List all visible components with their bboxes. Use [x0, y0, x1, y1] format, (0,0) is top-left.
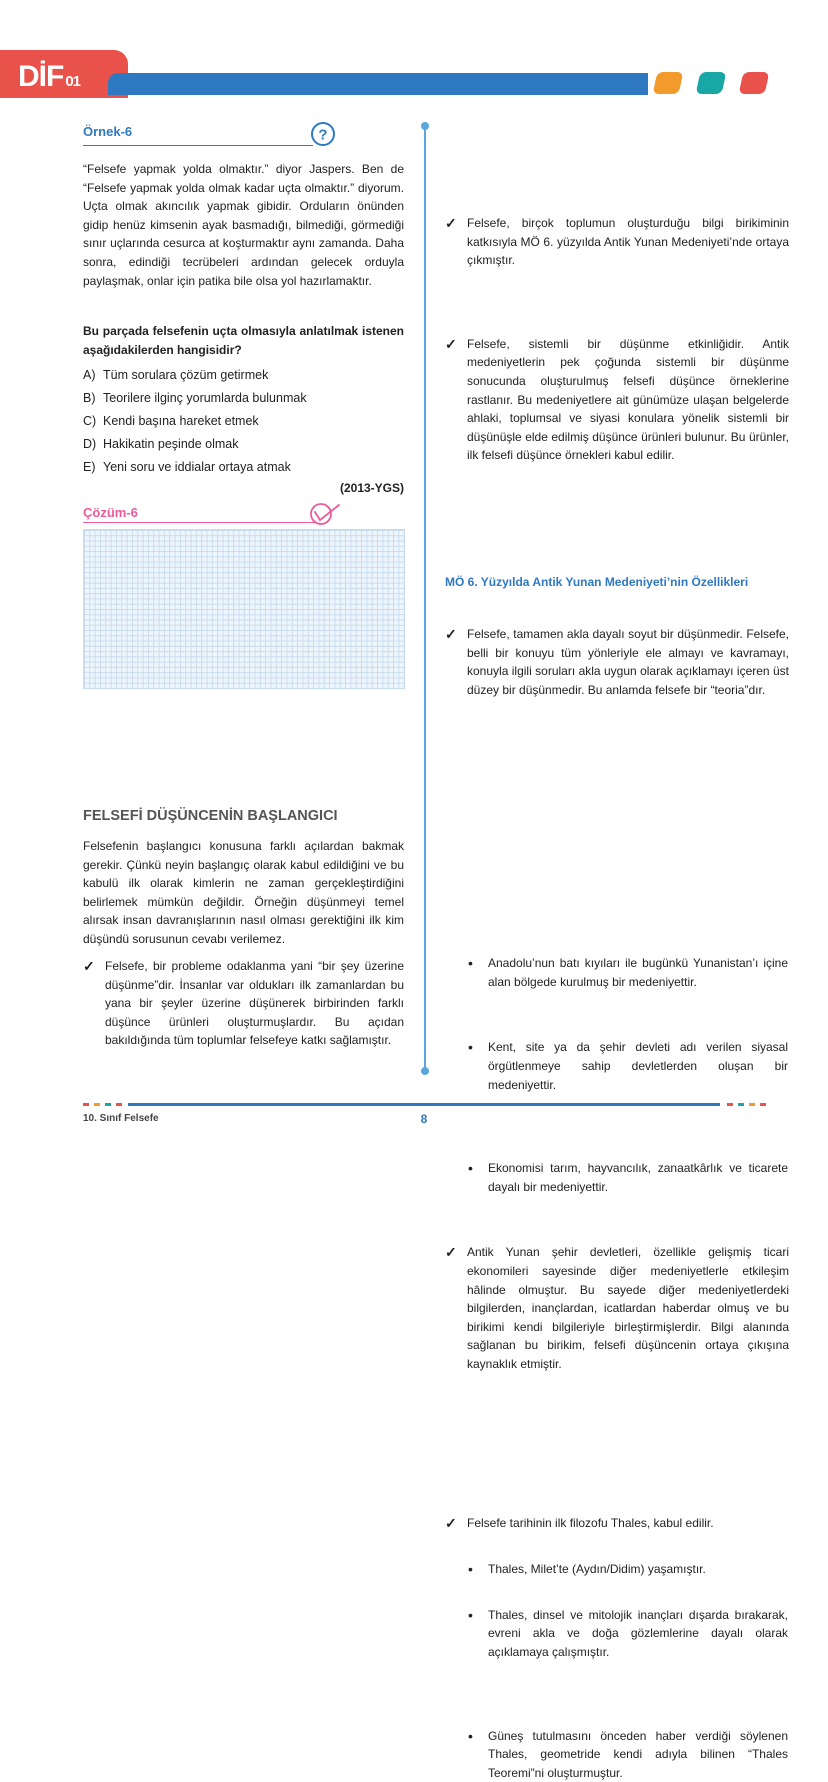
- example-title-rule: [83, 145, 313, 146]
- bullet-icon: •: [468, 1606, 473, 1623]
- check-item: ✓ Felsefe, birçok toplumun oluşturduğu bilgi birikiminin katkısıyla MÖ 6. yüzyılda Antik Yunan Medeniyeti’nde ortaya çıkmıştır.: [445, 214, 789, 268]
- check-item: ✓ Antik Yunan şehir devletleri, özellikle gelişmiş ticari ekonomileri sayesinde diğer medeniyetlerle etkileşim hâlinde olmuştur. Bu sayede diğer medeniyetlerdeki bilgilerden, inançlardan, icatlardan haberdar olmuş ve bu birikimi kendi bilgileriyle birleştirmişlerdir. Bilgi alanında sağlanan bu birikim, felsefi düşüncenin ortaya çıkışına kaynaklık etmiştir.: [445, 1244, 789, 1371]
- option-d[interactable]: D) Hakikatin peşinde olmak: [83, 437, 239, 451]
- svg-text:?: ?: [318, 126, 328, 144]
- example-question: Bu parçada felsefenin uçta olmasıyla anlatılmak istenen aşağıdakilerden hangisidir?: [83, 324, 404, 357]
- bullet-item: • Anadolu’nun batı kıyıları ile bugünkü Yunanistan’ı içine alan bölgede kurulmuş bir medeniyettir.: [468, 955, 788, 989]
- teal-tab-decoration: [696, 72, 727, 94]
- dif-logo: DİF 01: [18, 60, 81, 93]
- option-c[interactable]: C) Kendi başına hareket etmek: [83, 414, 259, 428]
- check-item: ✓ Felsefe, bir probleme odaklanma yani “bir şey üzerine düşünme”dir. İnsanlar var oldukları ilk zamanlardan bu yana bir şeyler üzerine düşünerek birbirinden farklı düşünce ürünleri oluşturmuşlardır. Bu açıdan bakıldığında tüm toplumlar felsefeye katkı sağlamıştır.: [83, 958, 404, 1048]
- page-number: 8: [420, 1112, 428, 1126]
- greek-subheading: MÖ 6. Yüzyılda Antik Yunan Medeniyeti’nin Özellikleri: [445, 575, 749, 589]
- option-a[interactable]: A) Tüm sorulara çözüm getirmek: [83, 368, 269, 382]
- solution-title-rule: [83, 522, 315, 523]
- checkmark-icon: ✓: [445, 335, 457, 352]
- solution-grid-area[interactable]: [83, 529, 405, 689]
- checkmark-icon: ✓: [445, 1244, 457, 1261]
- footer-dash: [83, 1103, 89, 1106]
- footer-book-title: 10. Sınıf Felsefe: [83, 1113, 159, 1124]
- checkmark-icon: ✓: [83, 958, 95, 974]
- bullet-icon: •: [468, 1727, 473, 1744]
- column-divider: [424, 126, 426, 1072]
- check-item: ✓ Felsefe, sistemli bir düşünme etkinliğidir. Antik medeniyetlerin pek çoğunda sistemli bir düşünme sonucunda oluşturulmuş felsefi düşünce örneklerine rastlanır. Bu medeniyetlere ait günümüze ulaşan belgelerde ahlaki, toplumsal ve siyasi konulara yönelik sistemli bir düşünüşle elde edilmiş düşünce ürünleri bulunur. Bu ürünler, ilk felsefi düşünce örnekleri kabul edilir.: [445, 335, 789, 463]
- bullet-icon: •: [468, 1160, 473, 1177]
- example-paragraph: “Felsefe yapmak yolda olmaktır.” diyor Jaspers. Ben de “Felsefe yapmak yolda olmak kadar uçta olmaktır.” diyorum. Uçta olmak akıncılık yapmak gibidir. Orduların önünden gidip henüz kimsenin ayak basmadığı, bilmediği, görmediği sınır uçlarında cesurca at koşturmaktır aynı zamanda. Daha sonra, edindiği tecrübeleri ardından gelecek orduyla paylaşmak, onlar için patika bile olsa yol hazırlamaktır.: [83, 162, 404, 288]
- checkmark-icon: ✓: [445, 214, 457, 231]
- red-tab-decoration: [739, 72, 770, 94]
- bullet-item: • Güneş tutulmasını önceden haber verdiği söylenen Thales, geometride kendi adıyla bilinen “Thales Teoremi”ni oluşturmuştur.: [468, 1727, 788, 1780]
- footer-dash: [727, 1103, 733, 1106]
- option-e[interactable]: E) Yeni soru ve iddialar ortaya atmak: [83, 460, 291, 474]
- bullet-icon: •: [468, 1561, 473, 1578]
- check-item: ✓ Felsefe, tamamen akla dayalı soyut bir düşünmedir. Felsefe, belli bir konuyu tüm yönleriyle ele almayı ve kavramayı, konuyla ilgili soruları akla uygun olarak açıklamayı içeren üst düzey bir düşünmedir. Bu anlamda felsefe bir “teoria”dır.: [445, 625, 789, 697]
- footer-dash: [105, 1103, 111, 1106]
- bullet-item: • Thales, dinsel ve mitolojik inançları dışarda bırakarak, evreni akla ve doğa gözlemlerine dayalı olarak açıklamaya çalışmıştır.: [468, 1606, 788, 1659]
- divider-top-dot: [421, 122, 429, 130]
- footer-dash: [738, 1103, 744, 1106]
- header-blue-bar: [108, 73, 648, 95]
- answer-options: [83, 364, 404, 479]
- footer-dash: [94, 1103, 100, 1106]
- footer-dash: [749, 1103, 755, 1106]
- checkmark-circle-icon: [309, 501, 345, 527]
- example-title: Örnek-6: [83, 124, 133, 139]
- question-icon: [310, 121, 336, 147]
- divider-bottom-dot: [421, 1067, 429, 1075]
- check-item: ✓ Felsefe tarihinin ilk filozofu Thales, kabul edilir.: [445, 1514, 714, 1531]
- solution-title: Çözüm-6: [83, 505, 138, 520]
- footer-dash: [760, 1103, 766, 1106]
- checkmark-icon: ✓: [445, 1514, 457, 1531]
- bullet-item: • Thales, Milet’te (Aydın/Didim) yaşamıştır.: [468, 1561, 706, 1578]
- orange-tab-decoration: [653, 72, 684, 94]
- section-heading: FELSEFİ DÜŞÜNCENİN BAŞLANGICI: [83, 808, 338, 824]
- bullet-icon: •: [468, 955, 473, 972]
- bullet-item: • Ekonomisi tarım, hayvancılık, zanaatkârlık ve ticarete dayalı bir medeniyettir.: [468, 1160, 788, 1194]
- source-label: (2013-YGS): [339, 481, 404, 495]
- checkmark-icon: ✓: [445, 625, 457, 642]
- footer-dash: [116, 1103, 122, 1106]
- bullet-item: • Kent, site ya da şehir devleti adı verilen siyasal örgütlenmeye sahip devletlerden oluşan bir medeniyettir.: [468, 1039, 788, 1092]
- option-b[interactable]: B) Teorilere ilginç yorumlarda bulunmak: [83, 391, 307, 405]
- section-paragraph: Felsefenin başlangıcı konusuna farklı açılardan bakmak gerekir. Çünkü neyin başlangıç olarak kabul edildiğini ve bu kabulü ilk olarak kimlerin ne zaman gerçekleştirdiğini belirlemek mümkün değildir. Örneğin düşünmeyi temel alırsak insan davranışlarının nasıl olması gerektiğini ilk kim düşündü sorusunun cevabı verilemez.: [83, 839, 404, 946]
- footer-line: [128, 1103, 720, 1106]
- bullet-icon: •: [468, 1039, 473, 1056]
